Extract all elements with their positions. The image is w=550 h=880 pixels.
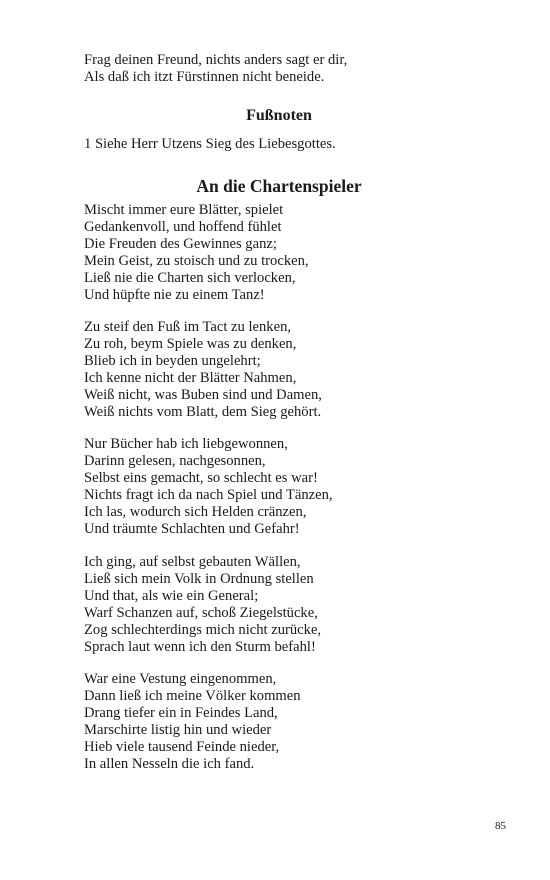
verse-line: Marschirte listig hin und wieder xyxy=(84,721,272,738)
stanza-5 xyxy=(84,671,484,772)
verse-line: Drang tiefer ein in Feindes Land, xyxy=(84,704,278,721)
verse-line: Dann ließ ich meine Völker kommen xyxy=(84,687,301,704)
verse-line: Als daß ich itzt Fürstinnen nicht beneide. xyxy=(84,68,325,85)
verse-line: Blieb ich in beyden ungelehrt; xyxy=(84,352,261,369)
verse-line: Sprach laut wenn ich den Sturm befahl! xyxy=(84,638,316,655)
verse-line: Zog schlechterdings mich nicht zurücke, xyxy=(84,621,322,638)
verse-line: Mischt immer eure Blätter, spielet xyxy=(84,202,284,218)
verse-line: Nichts fragt ich da nach Spiel und Tänzen, xyxy=(84,486,333,503)
stanza-4 xyxy=(84,554,484,655)
verse-line: Weiß nicht, was Buben sind und Damen, xyxy=(84,386,322,403)
footnotes-heading: Fußnoten xyxy=(246,107,312,124)
verse-line: Ließ nie die Charten sich verlocken, xyxy=(84,269,296,286)
verse-line: Frag deinen Freund, nichts anders sagt er dir, xyxy=(84,52,348,68)
intro-verse xyxy=(84,52,484,86)
verse-line: Ich kenne nicht der Blätter Nahmen, xyxy=(84,369,297,386)
verse-line: War eine Vestung eingenommen, xyxy=(84,671,277,687)
verse-line: Die Freuden des Gewinnes ganz; xyxy=(84,235,277,252)
verse-line: Warf Schanzen auf, schoß Ziegelstücke, xyxy=(84,604,318,621)
verse-line: Mein Geist, zu stoisch und zu trocken, xyxy=(84,252,309,269)
verse-line: Und träumte Schlachten und Gefahr! xyxy=(84,520,300,537)
stanza-2 xyxy=(84,319,484,420)
verse-line: Weiß nichts vom Blatt, dem Sieg gehört. xyxy=(84,403,322,420)
verse-line: Zu roh, beym Spiele was zu denken, xyxy=(84,335,297,352)
verse-line: Ich las, wodurch sich Helden cränzen, xyxy=(84,503,307,520)
verse-line: Darinn gelesen, nachgesonnen, xyxy=(84,452,266,469)
verse-line: Nur Bücher hab ich liebgewonnen, xyxy=(84,436,288,452)
stanza-1 xyxy=(84,202,484,303)
verse-line: Und that, als wie ein General; xyxy=(84,587,259,604)
stanza-3 xyxy=(84,436,484,537)
verse-line: Und hüpfte nie zu einem Tanz! xyxy=(84,286,265,303)
verse-line: Zu steif den Fuß im Tact zu lenken, xyxy=(84,319,292,335)
verse-line: Hieb viele tausend Feinde nieder, xyxy=(84,738,280,755)
footnote-item: 1 Siehe Herr Utzens Sieg des Liebesgottes. xyxy=(84,136,336,152)
page-number: 85 xyxy=(495,820,506,832)
verse-line: Selbst eins gemacht, so schlecht es war! xyxy=(84,469,318,486)
verse-line: Ich ging, auf selbst gebauten Wällen, xyxy=(84,554,301,570)
poem-title: An die Chartenspieler xyxy=(196,176,362,196)
verse-line: In allen Nesseln die ich fand. xyxy=(84,755,255,772)
verse-line: Ließ sich mein Volk in Ordnung stellen xyxy=(84,570,314,587)
verse-line: Gedankenvoll, und hoffend fühlet xyxy=(84,218,282,235)
